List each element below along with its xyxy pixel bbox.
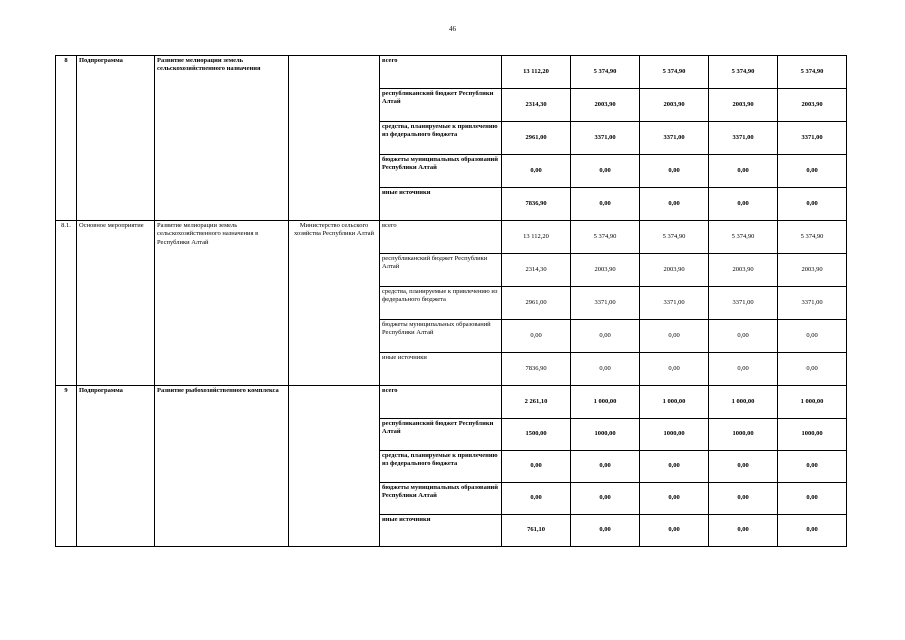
table-row bbox=[56, 221, 847, 254]
funding-value: 5 374,90 bbox=[571, 56, 640, 89]
funding-value: 0,00 bbox=[502, 451, 571, 483]
program-type: Основное мероприятие bbox=[77, 221, 155, 386]
funding-value: 1 000,00 bbox=[778, 386, 847, 419]
funding-value: 0,00 bbox=[502, 155, 571, 188]
funding-value: 0,00 bbox=[571, 155, 640, 188]
funding-source: республиканский бюджет Республики Алтай bbox=[380, 419, 502, 451]
funding-source: средства, планируемые к привлечению из федерального бюджета bbox=[380, 122, 502, 155]
funding-value: 2961,00 bbox=[502, 287, 571, 320]
funding-source: средства, планируемые к привлечению из федерального бюджета bbox=[380, 287, 502, 320]
funding-value: 2003,90 bbox=[778, 89, 847, 122]
funding-value: 5 374,90 bbox=[571, 221, 640, 254]
funding-source: республиканский бюджет Республики Алтай bbox=[380, 89, 502, 122]
funding-source: всего bbox=[380, 386, 502, 419]
funding-value: 5 374,90 bbox=[778, 56, 847, 89]
funding-value: 2003,90 bbox=[640, 254, 709, 287]
funding-value: 0,00 bbox=[640, 320, 709, 353]
funding-value: 0,00 bbox=[778, 483, 847, 515]
funding-source: бюджеты муниципальных образований Республики Алтай bbox=[380, 483, 502, 515]
funding-value: 3371,00 bbox=[640, 287, 709, 320]
row-number: 9 bbox=[56, 386, 77, 547]
funding-value: 0,00 bbox=[778, 188, 847, 221]
funding-value: 3371,00 bbox=[778, 122, 847, 155]
program-type: Подпрограмма bbox=[77, 386, 155, 547]
funding-value: 0,00 bbox=[709, 483, 778, 515]
funding-value: 5 374,90 bbox=[709, 56, 778, 89]
funding-value: 0,00 bbox=[709, 155, 778, 188]
funding-value: 2003,90 bbox=[709, 254, 778, 287]
funding-value: 1000,00 bbox=[709, 419, 778, 451]
funding-value: 1 000,00 bbox=[571, 386, 640, 419]
program-name: Развитие мелиорации земель сельскохозяйственного назначения в Республики Алтай bbox=[155, 221, 289, 386]
funding-value: 3371,00 bbox=[709, 287, 778, 320]
table-body bbox=[56, 56, 847, 547]
funding-value: 0,00 bbox=[640, 515, 709, 547]
funding-value: 2003,90 bbox=[571, 254, 640, 287]
funding-value: 0,00 bbox=[571, 188, 640, 221]
funding-source: республиканский бюджет Республики Алтай bbox=[380, 254, 502, 287]
funding-source: бюджеты муниципальных образований Республики Алтай bbox=[380, 320, 502, 353]
funding-source: иные источники bbox=[380, 515, 502, 547]
funding-value: 3371,00 bbox=[778, 287, 847, 320]
funding-value: 5 374,90 bbox=[778, 221, 847, 254]
funding-source: иные источники bbox=[380, 188, 502, 221]
funding-value: 0,00 bbox=[640, 353, 709, 386]
funding-value: 5 374,90 bbox=[640, 221, 709, 254]
funding-value: 2314,30 bbox=[502, 254, 571, 287]
page-number: 46 bbox=[449, 25, 456, 33]
funding-value: 0,00 bbox=[709, 515, 778, 547]
funding-value: 2003,90 bbox=[571, 89, 640, 122]
row-number: 8.1. bbox=[56, 221, 77, 386]
funding-source: всего bbox=[380, 56, 502, 89]
program-name: Развитие мелиорации земель сельскохозяйственного назначения bbox=[155, 56, 289, 221]
funding-value: 0,00 bbox=[778, 451, 847, 483]
funding-value: 2003,90 bbox=[640, 89, 709, 122]
funding-value: 0,00 bbox=[778, 320, 847, 353]
funding-source: бюджеты муниципальных образований Республики Алтай bbox=[380, 155, 502, 188]
funding-value: 5 374,90 bbox=[640, 56, 709, 89]
funding-value: 2961,00 bbox=[502, 122, 571, 155]
table-row bbox=[56, 386, 847, 419]
funding-value: 0,00 bbox=[709, 353, 778, 386]
funding-value: 0,00 bbox=[778, 155, 847, 188]
funding-value: 0,00 bbox=[640, 483, 709, 515]
funding-value: 1000,00 bbox=[778, 419, 847, 451]
funding-value: 7836,90 bbox=[502, 353, 571, 386]
table-row bbox=[56, 56, 847, 89]
responsible-executor: Министерство сельского хозяйства Республики Алтай bbox=[289, 221, 380, 386]
funding-value: 1500,00 bbox=[502, 419, 571, 451]
funding-value: 1000,00 bbox=[571, 419, 640, 451]
program-type: Подпрограмма bbox=[77, 56, 155, 221]
funding-value: 0,00 bbox=[640, 188, 709, 221]
funding-value: 0,00 bbox=[571, 451, 640, 483]
funding-value: 1000,00 bbox=[640, 419, 709, 451]
funding-value: 3371,00 bbox=[571, 287, 640, 320]
funding-value: 7836,90 bbox=[502, 188, 571, 221]
funding-value: 0,00 bbox=[709, 451, 778, 483]
row-number: 8 bbox=[56, 56, 77, 221]
funding-value: 13 112,20 bbox=[502, 56, 571, 89]
funding-value: 2314,30 bbox=[502, 89, 571, 122]
funding-table bbox=[55, 55, 847, 547]
funding-value: 2003,90 bbox=[709, 89, 778, 122]
funding-source: иные источники bbox=[380, 353, 502, 386]
funding-value: 0,00 bbox=[778, 353, 847, 386]
funding-value: 0,00 bbox=[778, 515, 847, 547]
funding-value: 0,00 bbox=[502, 320, 571, 353]
funding-value: 0,00 bbox=[571, 515, 640, 547]
funding-value: 5 374,90 bbox=[709, 221, 778, 254]
funding-value: 3371,00 bbox=[709, 122, 778, 155]
responsible-executor bbox=[289, 386, 380, 547]
funding-source: средства, планируемые к привлечению из федерального бюджета bbox=[380, 451, 502, 483]
funding-value: 0,00 bbox=[640, 155, 709, 188]
funding-value: 2003,90 bbox=[778, 254, 847, 287]
funding-value: 0,00 bbox=[571, 483, 640, 515]
funding-value: 2 261,10 bbox=[502, 386, 571, 419]
funding-value: 3371,00 bbox=[571, 122, 640, 155]
responsible-executor bbox=[289, 56, 380, 221]
funding-value: 0,00 bbox=[709, 320, 778, 353]
funding-value: 0,00 bbox=[709, 188, 778, 221]
funding-value: 1 000,00 bbox=[709, 386, 778, 419]
funding-value: 761,10 bbox=[502, 515, 571, 547]
funding-value: 3371,00 bbox=[640, 122, 709, 155]
funding-value: 0,00 bbox=[502, 483, 571, 515]
funding-value: 0,00 bbox=[571, 320, 640, 353]
funding-source: всего bbox=[380, 221, 502, 254]
funding-value: 1 000,00 bbox=[640, 386, 709, 419]
program-name: Развитие рыбохозяйственного комплекса bbox=[155, 386, 289, 547]
funding-value: 0,00 bbox=[640, 451, 709, 483]
funding-value: 0,00 bbox=[571, 353, 640, 386]
funding-value: 13 112,20 bbox=[502, 221, 571, 254]
